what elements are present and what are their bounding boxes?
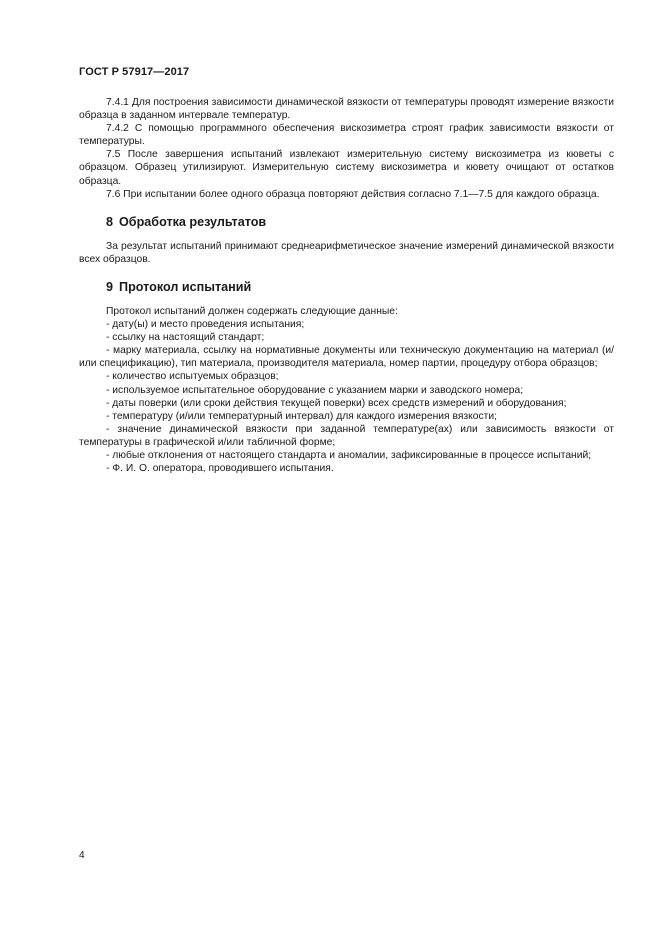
page-number: 4 bbox=[79, 850, 85, 861]
document-body bbox=[79, 96, 614, 475]
clause-7-6: 7.6 При испытании более одного образца повторяют действия согласно 7.1—7.5 для каждого образца. bbox=[106, 188, 600, 200]
section-8-title: Обработка результатов bbox=[119, 214, 267, 229]
list-item: - марку материала, ссылку на нормативные документы или техническую документацию на материал (и/или спецификацию), тип материала, производителя материала, номер партии, процедуру отбора образцов; bbox=[79, 345, 614, 370]
section-9-title: Протокол испытаний bbox=[119, 279, 252, 294]
section-9-intro: Протокол испытаний должен содержать следующие данные: bbox=[106, 305, 398, 317]
list-item: - Ф. И. О. оператора, проводившего испытания. bbox=[106, 463, 334, 475]
clause-7-4-2: 7.4.2 С помощью программного обеспечения вискозиметра строят график зависимости вязкости от температуры. bbox=[79, 123, 614, 148]
list-item: - даты поверки (или сроки действия текущей поверки) всех средств измерений и оборудования; bbox=[106, 397, 567, 409]
section-8-number: 8 bbox=[106, 214, 114, 229]
section-9-number: 9 bbox=[106, 279, 114, 294]
list-item: - значение динамической вязкости при заданной температуре(ах) или зависимость вязкости от температуры в графической и/или табличной форме; bbox=[79, 423, 614, 448]
section-8-heading bbox=[79, 214, 614, 230]
section-9-heading bbox=[79, 279, 614, 295]
section-8-text: За результат испытаний принимают среднеарифметическое значение измерений динамической вязкости всех образцов. bbox=[79, 240, 614, 265]
section-9-list bbox=[79, 318, 614, 475]
list-item: - используемое испытательное оборудование с указанием марки и заводского номера; bbox=[106, 384, 524, 396]
list-item: - количество испытуемых образцов; bbox=[106, 371, 279, 383]
list-item: - ссылку на настоящий стандарт; bbox=[106, 332, 265, 344]
list-item: - температуру (и/или температурный интервал) для каждого измерения вязкости; bbox=[106, 410, 497, 422]
list-item: - любые отклонения от настоящего стандарта и аномалии, зафиксированные в процессе испытаний; bbox=[106, 449, 592, 461]
clause-7-4-1: 7.4.1 Для построения зависимости динамической вязкости от температуры проводят измерение вязкости образца в заданном интервале температур. bbox=[79, 97, 614, 122]
clause-7-5: 7.5 После завершения испытаний извлекают измерительную систему вискозиметра из кюветы с образцом. Образец утилизируют. Измерительную систему вискозиметра и кювету очищают от остатков образца. bbox=[79, 149, 614, 187]
list-item: - дату(ы) и место проведения испытания; bbox=[106, 319, 305, 331]
document-header-code: ГОСТ Р 57917—2017 bbox=[79, 66, 190, 78]
